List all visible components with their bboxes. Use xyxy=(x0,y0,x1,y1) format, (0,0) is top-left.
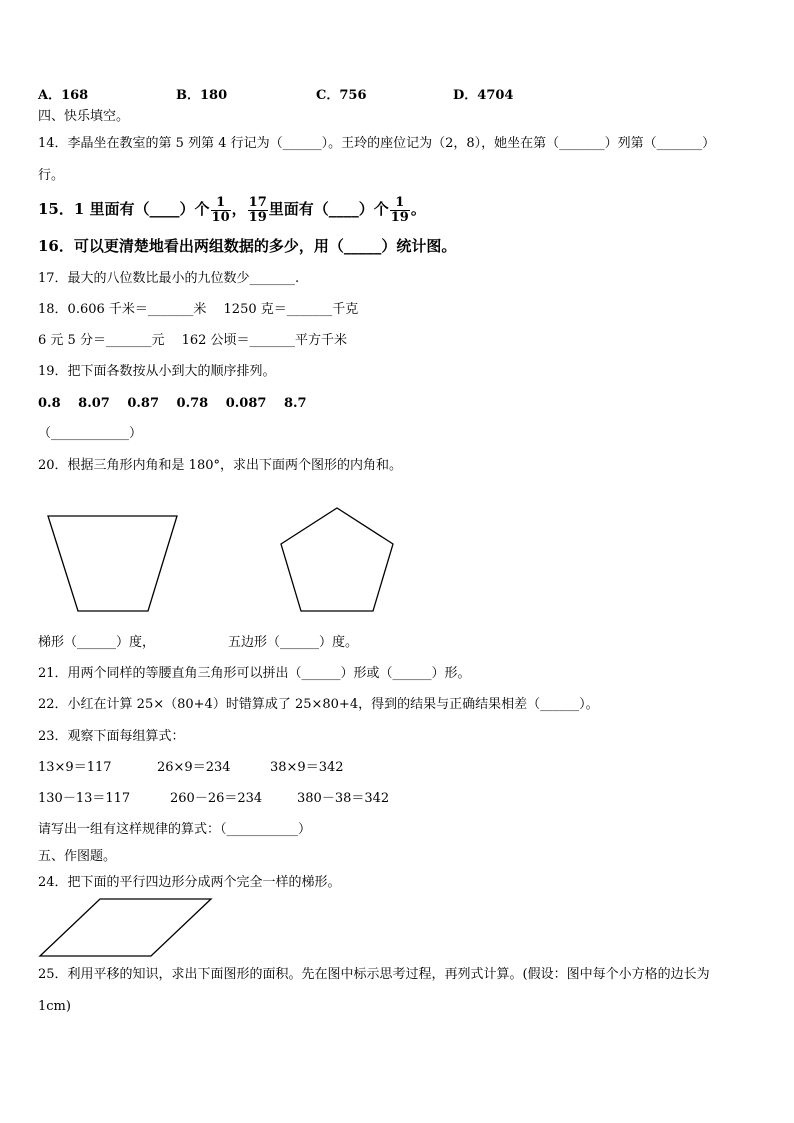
question-14-line1: 14．李晶坐在教室的第 5 列第 4 行记为（______）。王玲的座位记为（2，8），她坐在第（_______）列第（_______） xyxy=(38,136,716,151)
question-24: 24．把下面的平行四边形分成两个完全一样的梯形。 xyxy=(38,875,341,890)
q15-frac2-denominator: 19 xyxy=(248,209,267,225)
question-23-ask: 请写出一组有这样规律的算式：（___________） xyxy=(38,822,312,837)
pentagon-label: 五边形（______）度。 xyxy=(228,635,359,650)
question-20: 20．根据三角形内角和是 180°，求出下面两个图形的内角和。 xyxy=(38,458,402,473)
question-18-line1: 18．0.606 千米＝_______米 1250 克＝_______千克 xyxy=(38,302,359,317)
q15-fraction-2 xyxy=(248,196,268,225)
q15-sep: ， xyxy=(231,200,247,218)
question-14-line2: 行。 xyxy=(38,168,65,183)
question-23: 23．观察下面每组算式： xyxy=(38,729,185,744)
question-19: 19．把下面各数按从小到大的顺序排列。 xyxy=(38,364,276,379)
parallelogram-figure xyxy=(38,897,214,959)
q23-row2-eq2: 260－26＝234 xyxy=(170,791,263,806)
q23-row2-eq3: 380－38＝342 xyxy=(297,791,390,806)
q15-frac1-denominator: 10 xyxy=(211,209,230,225)
q23-row1-eq3: 38×9＝342 xyxy=(270,760,344,775)
trapezoid-label: 梯形（______）度， xyxy=(38,635,156,650)
q15-fraction-3 xyxy=(390,196,410,225)
question-19-blank: （____________） xyxy=(38,426,143,441)
q13-option-d: D．4704 xyxy=(453,88,514,103)
question-17: 17．最大的八位数比最小的九位数少_______. xyxy=(38,271,300,286)
question-18-line2: 6 元 5 分＝_______元 162 公顷＝_______平方千米 xyxy=(38,333,348,348)
pentagon-figure xyxy=(279,506,395,613)
q13-option-a: A．168 xyxy=(38,88,89,103)
q15-fraction-1 xyxy=(211,196,231,225)
question-15 xyxy=(38,192,426,226)
q23-row1-eq2: 26×9＝234 xyxy=(157,760,231,775)
question-25-line2: 1cm) xyxy=(38,999,71,1014)
q15-prefix: 15．1 里面有（____）个 xyxy=(38,200,210,218)
question-19-numbers: 0.8 8.07 0.87 0.78 0.087 8.7 xyxy=(38,396,307,411)
question-16: 16．可以更清楚地看出两组数据的多少，用（_____）统计图。 xyxy=(38,237,457,255)
q15-mid: 里面有（____）个 xyxy=(268,200,389,218)
section-5-heading: 五、作图题。 xyxy=(38,849,117,864)
q23-row2-eq1: 130－13＝117 xyxy=(38,791,131,806)
q23-row1-eq1: 13×9＝117 xyxy=(38,760,112,775)
q13-option-b: B．180 xyxy=(176,88,228,103)
section-4-heading: 四、快乐填空。 xyxy=(38,109,130,124)
trapezoid-figure xyxy=(46,514,180,614)
q15-frac3-numerator: 1 xyxy=(395,194,405,210)
question-21: 21．用两个同样的等腰直角三角形可以拼出（______）形或（______）形。 xyxy=(38,666,471,681)
q13-option-c: C．756 xyxy=(316,88,367,103)
q15-end: 。 xyxy=(410,200,426,218)
q15-frac3-denominator: 19 xyxy=(390,209,409,225)
question-22: 22．小红在计算 25×（80+4）时错算成了 25×80+4，得到的结果与正确结果相差（______）。 xyxy=(38,697,599,712)
q15-frac2-numerator: 17 xyxy=(248,194,267,210)
question-25-line1: 25．利用平移的知识，求出下面图形的面积。先在图中标示思考过程，再列式计算。(假设：图中每个小方格的边长为 xyxy=(38,967,710,982)
q15-frac1-numerator: 1 xyxy=(216,194,226,210)
